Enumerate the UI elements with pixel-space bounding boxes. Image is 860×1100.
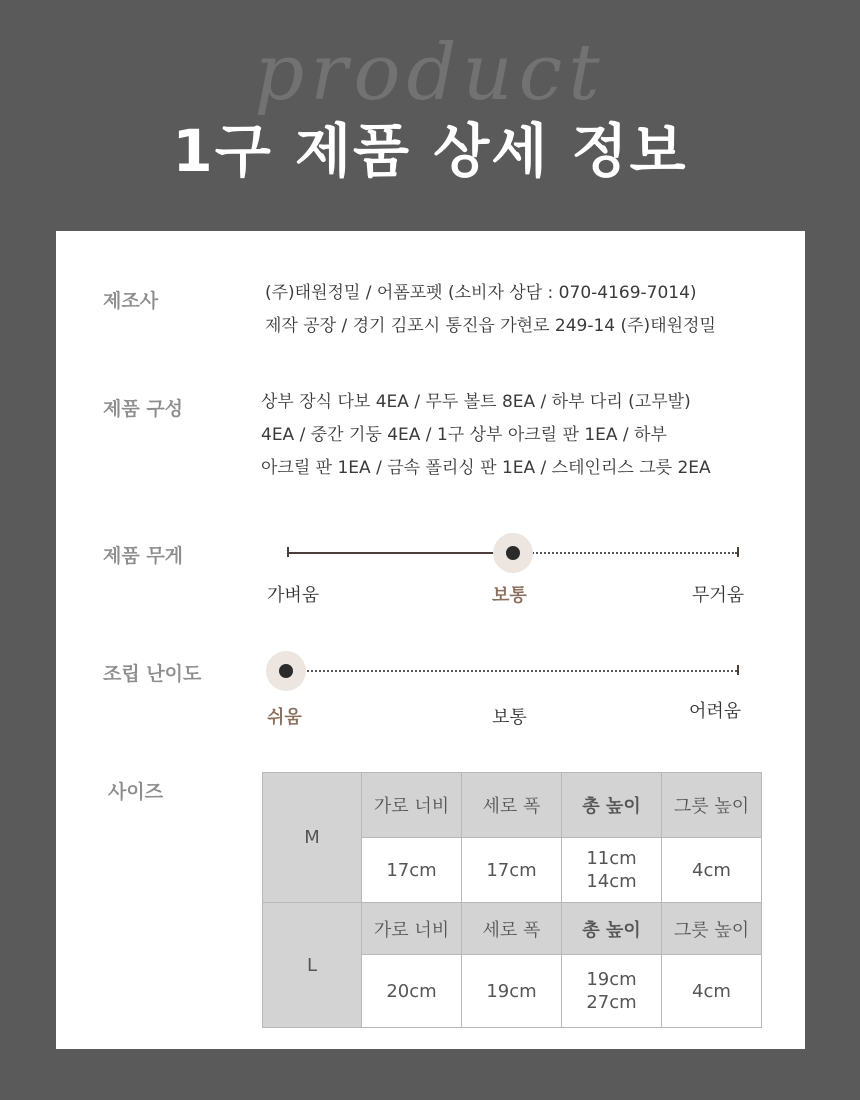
header-width: 가로 너비 (362, 903, 462, 955)
m-bowl-height: 4cm (662, 838, 762, 903)
weight-marker (506, 546, 520, 560)
header-width: 가로 너비 (362, 773, 462, 838)
header-depth: 세로 폭 (462, 773, 562, 838)
weight-tick-normal: 보통 (492, 585, 527, 606)
m-width: 17cm (362, 838, 462, 903)
l-total-height-2: 27cm (586, 992, 637, 1013)
weight-scale-remaining (513, 552, 737, 554)
difficulty-scale (287, 664, 739, 678)
m-total-height-2: 14cm (586, 871, 637, 892)
composition-line-3: 아크릴 판 1EA / 금속 폴리싱 판 1EA / 스테인리스 그릇 2EA (261, 458, 711, 478)
header-depth: 세로 폭 (462, 903, 562, 955)
weight-tick-light: 가벼움 (267, 585, 320, 606)
header-bowl-height: 그릇 높이 (662, 903, 762, 955)
m-total-height-1: 11cm (586, 848, 637, 869)
difficulty-tick-hard: 어려움 (689, 701, 742, 722)
composition-info (261, 386, 711, 485)
l-total-height (562, 955, 662, 1028)
difficulty-scale-track (287, 670, 737, 672)
product-script-word: product (254, 28, 606, 118)
weight-scale (287, 546, 739, 560)
maker-line-1: (주)태원정밀 / 어폼포펫 (소비자 상담 : 070-4169-7014) (265, 283, 697, 303)
m-depth: 17cm (462, 838, 562, 903)
l-width: 20cm (362, 955, 462, 1028)
size-m-header-row (263, 773, 762, 838)
composition-line-2: 4EA / 중간 기둥 4EA / 1구 상부 아크릴 판 1EA / 하부 (261, 425, 667, 445)
composition-label: 제품 구성 (103, 398, 184, 420)
size-label: 사이즈 (108, 781, 164, 803)
size-table (262, 772, 762, 1028)
size-name-m: M (263, 773, 362, 903)
l-bowl-height: 4cm (662, 955, 762, 1028)
header-total-height: 총 높이 (562, 773, 662, 838)
header-total-height: 총 높이 (562, 903, 662, 955)
weight-scale-filled (287, 552, 513, 554)
header-bowl-height: 그릇 높이 (662, 773, 762, 838)
size-l-header-row (263, 903, 762, 955)
l-depth: 19cm (462, 955, 562, 1028)
m-total-height (562, 838, 662, 903)
weight-scale-end-cap (737, 547, 739, 557)
weight-label: 제품 무게 (103, 545, 184, 567)
maker-line-2: 제작 공장 / 경기 김포시 통진읍 가현로 249-14 (주)태원정밀 (265, 316, 716, 336)
size-name-l: L (263, 903, 362, 1028)
difficulty-marker (279, 664, 293, 678)
product-info-card (56, 231, 805, 1049)
difficulty-scale-end-cap (737, 665, 739, 675)
l-total-height-1: 19cm (586, 969, 637, 990)
page-title: 1구 제품 상세 정보 (172, 117, 688, 185)
difficulty-tick-easy: 쉬움 (267, 707, 302, 728)
difficulty-label: 조립 난이도 (103, 663, 202, 685)
maker-label: 제조사 (103, 290, 159, 312)
maker-info (265, 277, 716, 343)
weight-tick-heavy: 무거움 (692, 585, 745, 606)
difficulty-tick-normal: 보통 (492, 707, 527, 728)
composition-line-1: 상부 장식 다보 4EA / 무두 볼트 8EA / 하부 다리 (고무발) (261, 392, 691, 412)
